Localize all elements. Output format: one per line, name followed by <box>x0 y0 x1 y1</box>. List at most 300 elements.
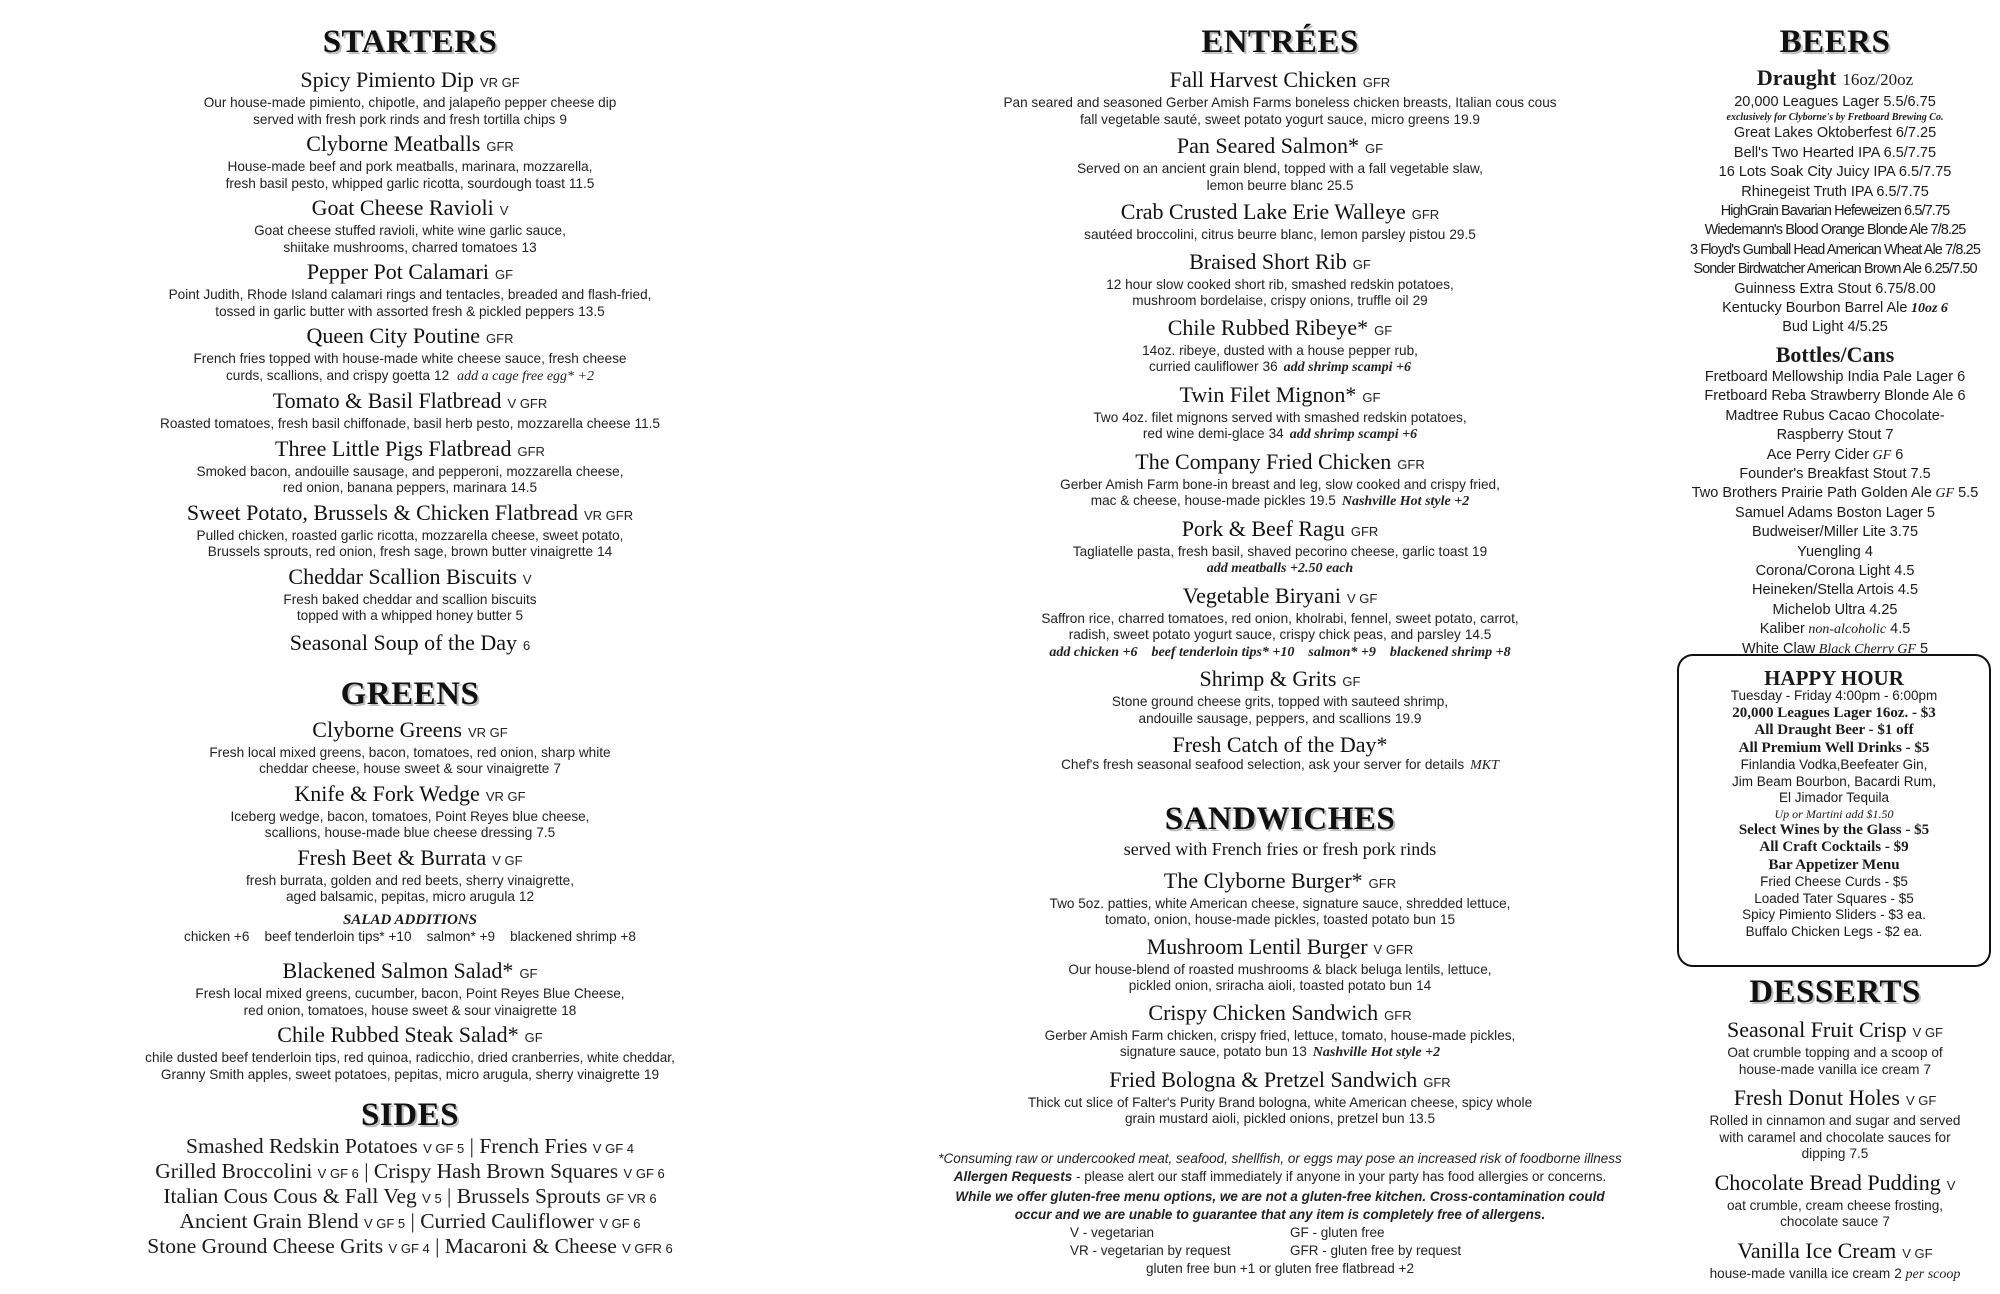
beer-item <box>1670 241 2000 260</box>
beer-item <box>1670 504 2000 523</box>
item-name: The Clyborne Burger* <box>1163 867 1363 893</box>
beer-name: Fretboard Mellowship India Pale Lager 6 <box>1704 368 1966 385</box>
item-description: red onion, tomatoes, house sweet & sour vinaigrette <box>243 1002 558 1018</box>
item-addon: add shrimp scampi +6 <box>1283 360 1412 375</box>
menu-item <box>80 196 740 256</box>
menu-item <box>880 134 1680 194</box>
item-description: Fresh local mixed greens, cucumber, bacon, Point Reyes Blue Cheese, <box>195 986 625 1001</box>
item-description: Fresh local mixed greens, bacon, tomatoes, red onion, sharp white <box>209 744 611 760</box>
gluten-warning: While we offer gluten-free menu options, we are not a gluten-free kitchen. Cross-contamination could <box>955 1188 1605 1204</box>
draught-sizes: 16oz/20oz <box>1842 70 1914 89</box>
item-description: Served on an ancient grain blend, topped with a fall vegetable slaw, <box>1077 161 1483 176</box>
item-price: 7 <box>1923 1061 1932 1077</box>
item-description: chocolate sauce <box>1780 1214 1879 1229</box>
item-name: Seasonal Soup of the Day <box>289 629 518 655</box>
diet-tags: VR GFR <box>583 507 634 523</box>
item-description: fall vegetable sauté, sweet potato yogurt sauce, micro greens <box>1080 111 1450 127</box>
item-name: Pan Seared Salmon* <box>1176 133 1360 158</box>
beer-name: Fretboard Reba Strawberry Blonde Ale 6 <box>1704 388 1966 405</box>
hh-special: All Draught Beer - $1 off <box>1754 722 1914 738</box>
side-tags: V GF 4 <box>388 1241 430 1256</box>
item-description: lemon beurre blanc <box>1206 177 1323 193</box>
item-description: cheddar cheese, house sweet & sour vinaigrette <box>259 761 550 776</box>
sandwiches-title: SANDWICHES <box>1164 800 1396 837</box>
item-description: aged balsamic, pepitas, micro arugula <box>285 889 515 904</box>
diet-tags: GFR <box>1423 1074 1451 1090</box>
menu-item <box>80 501 740 561</box>
item-description: Stone ground cheese grits, topped with sauteed shrimp, <box>1111 694 1449 709</box>
menu-item <box>80 565 740 625</box>
item-description: served with fresh pork rinds and fresh tortilla chips <box>253 111 556 127</box>
salad-additions-title: SALAD ADDITIONS <box>342 911 478 928</box>
diet-tags: GF <box>1362 389 1381 405</box>
beer-item <box>1670 601 2000 620</box>
item-price: 14 <box>1416 978 1432 993</box>
legend-gf-bun: gluten free bun +1 or gluten free flatbread +2 <box>1146 1260 1414 1276</box>
beer-name: Samuel Adams Boston Lager 5 <box>1735 504 1935 521</box>
beer-name: 3 Floyd's Gumball Head American Wheat Ale 7/8.25 <box>1689 241 1981 258</box>
diet-tags: V <box>1946 1177 1956 1193</box>
beer-item <box>1670 163 2000 182</box>
diet-tags: V <box>522 571 532 587</box>
diet-tags: V GF <box>492 852 523 868</box>
diet-tags: VR GF <box>485 788 526 804</box>
item-description: Pulled chicken, roasted garlic ricotta, mozzarella cheese, sweet potato, <box>196 527 624 543</box>
item-description: fresh basil pesto, whipped garlic ricotta, sourdough toast <box>225 175 565 191</box>
item-description: topped with a whipped honey butter <box>296 608 512 623</box>
item-price: 19.5 <box>1309 493 1336 508</box>
item-name: Tomato & Basil Flatbread <box>272 388 502 413</box>
item-name: Clyborne Meatballs <box>306 131 481 156</box>
item-price: 14.5 <box>510 480 538 495</box>
beer-name: exclusively for Clyborne's by Fretboard Brewing Co. <box>1726 112 1944 124</box>
side-name: Curried Cauliflower <box>420 1209 594 1233</box>
diet-tags: GFR <box>486 139 514 154</box>
item-price: 11.5 <box>634 416 660 431</box>
diet-tags: GF <box>519 966 538 981</box>
hh-detail: El Jimador Tequila <box>1778 790 1890 805</box>
item-description: Our house-made pimiento, chipotle, and jalapeño pepper cheese dip <box>203 95 617 110</box>
hh-appetizer: Spicy Pimiento Sliders - $3 ea. <box>1742 907 1926 922</box>
item-description: 12 hour slow cooked short rib, smashed redskin potatoes, <box>1106 276 1454 292</box>
item-name: Shrimp & Grits <box>1199 666 1337 691</box>
beer-item <box>1670 523 2000 542</box>
hh-appetizer-title: Bar Appetizer Menu <box>1768 856 1900 873</box>
diet-tags: GF <box>1374 322 1393 338</box>
legend-row <box>880 1224 1680 1242</box>
beer-name: Ace Perry Cider <box>1766 446 1870 463</box>
item-price: 9 <box>559 111 567 127</box>
allergen-text: - please alert our staff immediately if anyone in your party has food allergies or concerns. <box>1072 1168 1607 1184</box>
item-name: Twin Filet Mignon* <box>1179 381 1357 407</box>
beer-name: Raspberry Stout 7 <box>1776 427 1894 444</box>
item-description: red onion, banana peppers, marinara <box>282 480 507 495</box>
hh-appetizer: Fried Cheese Curds - $5 <box>1760 874 1908 889</box>
beer-price: 5 <box>1915 640 1929 657</box>
sides-row: Stone Ground Cheese Grits V GF 4 | Macaroni & Cheese V GFR 6 <box>147 1234 673 1258</box>
item-price: 2 <box>1894 1265 1902 1281</box>
menu-item <box>80 324 740 385</box>
legend-row <box>880 1242 1680 1260</box>
item-name: Fresh Catch of the Day* <box>1172 732 1388 757</box>
item-description: Saffron rice, charred tomatoes, red onion, kholrabi, fennel, sweet potato, carrot, <box>1041 610 1519 626</box>
item-name: Braised Short Rib <box>1189 248 1347 274</box>
item-description: radish, sweet potato yogurt sauce, crispy chick peas, and parsley <box>1068 627 1461 642</box>
item-name: Fresh Donut Holes <box>1733 1085 1900 1110</box>
side-tags: V GF 6 <box>317 1166 359 1181</box>
beer-price: 6 <box>1891 446 1904 463</box>
diet-tags: GF <box>524 1030 543 1045</box>
item-addon: Nashville Hot style +2 <box>1312 1045 1441 1060</box>
item-description: Tagliatelle pasta, fresh basil, shaved pecorino cheese, garlic toast <box>1072 543 1469 559</box>
beer-name: Great Lakes Oktoberfest 6/7.25 <box>1733 125 1937 142</box>
beer-item <box>1670 318 2000 337</box>
item-price: 11.5 <box>568 175 595 191</box>
diet-tags: GFR <box>1368 875 1397 891</box>
diet-tags: VR GF <box>467 724 508 740</box>
menu-item <box>880 584 1680 662</box>
menu-item <box>80 260 740 320</box>
draught-title: Draught <box>1756 65 1837 90</box>
menu-item <box>80 631 740 658</box>
item-description: Goat cheese stuffed ravioli, white wine garlic sauce, <box>254 223 566 238</box>
item-description: Brussels sprouts, red onion, fresh sage, brown butter vinaigrette <box>207 544 594 559</box>
item-name: Blackened Salmon Salad* <box>282 958 514 983</box>
menu-item <box>80 389 740 433</box>
beer-name: Kaliber <box>1759 621 1805 638</box>
item-description: Gerber Amish Farm chicken, crispy fried, lettuce, tomato, house-made pickles, <box>1044 1027 1516 1043</box>
item-name: Fried Bologna & Pretzel Sandwich <box>1109 1066 1418 1092</box>
diet-tags: V GF <box>1905 1093 1937 1108</box>
item-name: Crab Crusted Lake Erie Walleye <box>1120 199 1406 224</box>
bottles-title: Bottles/Cans <box>1775 341 1895 367</box>
item-name: Chocolate Bread Pudding <box>1714 1169 1941 1195</box>
menu-item <box>80 959 740 1019</box>
beer-name: White Claw <box>1741 640 1816 657</box>
item-name: Cheddar Scallion Biscuits <box>288 563 517 589</box>
diet-tags: GFR <box>1350 523 1379 539</box>
item-description: Oat crumble topping and a scoop of <box>1727 1045 1943 1060</box>
item-description: Our house-blend of roasted mushrooms & black beluga lentils, lettuce, <box>1068 961 1492 977</box>
item-price: 6 <box>523 637 531 653</box>
beer-item <box>1670 299 2000 318</box>
item-description: house-made vanilla ice cream <box>1738 1061 1920 1077</box>
bottles-list <box>1670 368 2000 659</box>
item-price: 19 <box>1472 543 1488 559</box>
diet-tags: GF <box>1365 141 1384 156</box>
item-description: shiitake mushrooms, charred tomatoes <box>283 239 518 255</box>
item-description: sautéed broccolini, citrus beurre blanc, lemon parsley pistou <box>1084 227 1446 242</box>
item-price: 13 <box>1291 1044 1307 1059</box>
beer-item <box>1670 93 2000 112</box>
diet-tags: GFR <box>1397 456 1425 472</box>
menu-item <box>880 667 1680 727</box>
diet-tags: GFR <box>517 443 545 459</box>
beer-item <box>1670 426 2000 445</box>
item-description: Thick cut slice of Falter's Purity Brand bologna, white American cheese, spicy whole <box>1027 1094 1533 1110</box>
side-name: Macaroni & Cheese <box>444 1234 617 1258</box>
desserts-title: DESSERTS <box>1749 974 1921 1010</box>
menu-item <box>880 869 1680 929</box>
item-description: Two 4oz. filet mignons served with smashed redskin potatoes, <box>1093 409 1467 425</box>
item-price: 15 <box>1439 912 1456 927</box>
item-name: Seasonal Fruit Crisp <box>1726 1017 1907 1042</box>
item-description: Point Judith, Rhode Island calamari rings and tentacles, breaded and flash-fried, <box>168 287 652 302</box>
item-name: Pork & Beef Ragu <box>1181 515 1345 541</box>
diet-tags: GF <box>495 267 514 282</box>
item-price: 13.5 <box>578 303 605 319</box>
item-description: Fresh baked cheddar and scallion biscuits <box>283 591 537 607</box>
side-tags: V 5 <box>422 1191 442 1206</box>
menu-item <box>80 437 740 497</box>
legend-v: V - vegetarian <box>1070 1224 1155 1240</box>
item-name: Crispy Chicken Sandwich <box>1148 999 1379 1025</box>
item-price: 5 <box>515 608 524 623</box>
beer-name: Rhinegeist Truth IPA 6.5/7.75 <box>1741 183 1929 200</box>
item-name: Vegetable Biryani <box>1182 582 1341 608</box>
side-name: Grilled Broccolini <box>155 1159 313 1183</box>
draught-list <box>1670 93 2000 338</box>
side-name: Ancient Grain Blend <box>179 1209 359 1233</box>
item-description: andouille sausage, peppers, and scallions <box>1138 710 1391 726</box>
hh-appetizer: Buffalo Chicken Legs - $2 ea. <box>1745 923 1923 939</box>
diet-tags: VR GF <box>479 75 520 90</box>
item-description: Iceberg wedge, bacon, tomatoes, Point Reyes blue cheese, <box>230 808 590 824</box>
diet-tags: GFR <box>486 331 514 346</box>
diet-tags: V <box>499 203 509 218</box>
beer-name: Guinness Extra Stout 6.75/8.00 <box>1734 280 1936 297</box>
beer-item <box>1670 368 2000 387</box>
item-description: 14oz. ribeye, dusted with a house pepper rub, <box>1142 342 1418 358</box>
item-description: Granny Smith apples, sweet potatoes, pepitas, micro arugula, sherry vinaigrette <box>160 1066 640 1082</box>
item-addon: add meatballs +2.50 each <box>1206 561 1354 576</box>
item-description: French fries topped with house-made white cheese sauce, fresh cheese <box>193 351 627 366</box>
beer-item <box>1670 183 2000 202</box>
sides-row: Grilled Broccolini V GF 6 | Crispy Hash Brown Squares V GF 6 <box>155 1159 665 1183</box>
item-price: 12 <box>434 367 450 383</box>
allergen-label: Allergen Requests <box>953 1168 1073 1184</box>
item-name: Sweet Potato, Brussels & Chicken Flatbread <box>186 499 578 525</box>
item-description: Chef's fresh seasonal seafood selection, ask your server for details <box>1061 757 1465 772</box>
legend-gfr: GFR - gluten free by request <box>1290 1242 1462 1258</box>
item-description: dipping <box>1801 1146 1846 1161</box>
menu-item <box>80 132 740 192</box>
item-name: Mushroom Lentil Burger <box>1146 933 1368 959</box>
hh-detail: Finlandia Vodka,Beefeater Gin, <box>1740 757 1928 772</box>
beer-price: 4.5 <box>1886 621 1911 638</box>
right-column <box>1670 0 2000 659</box>
side-tags: V GF 5 <box>423 1141 465 1156</box>
diet-tags: V GF <box>1902 1245 1933 1261</box>
legend-vr: VR - vegetarian by request <box>1070 1242 1231 1258</box>
item-name: Goat Cheese Ravioli <box>311 195 494 220</box>
happy-hour-title: HAPPY HOUR <box>1764 666 1904 690</box>
sides-row: Smashed Redskin Potatoes V GF 5 | French Fries V GF 4 <box>186 1134 634 1158</box>
side-name: Crispy Hash Brown Squares <box>373 1159 619 1183</box>
item-price: 19 <box>643 1066 660 1082</box>
item-price: 7 <box>553 761 561 776</box>
side-name: Brussels Sprouts <box>456 1184 601 1208</box>
menu-item <box>880 68 1680 128</box>
side-tags: GF VR 6 <box>606 1191 657 1206</box>
greens-title: GREENS <box>340 675 480 712</box>
item-price: 29 <box>1412 293 1428 308</box>
item-name: Queen City Poutine <box>306 323 481 348</box>
beer-name: 16 Lots Soak City Juicy IPA 6.5/7.75 <box>1718 164 1952 181</box>
side-name: French Fries <box>479 1134 588 1158</box>
middle-column <box>880 0 1680 1278</box>
desserts-section <box>1670 974 2000 1283</box>
item-price: 7 <box>1882 1214 1890 1229</box>
beer-name: Founder's Breakfast Stout 7.5 <box>1739 465 1931 482</box>
side-tags: V GF 6 <box>623 1166 665 1181</box>
menu-item <box>880 450 1680 511</box>
beer-name: Michelob Ultra 4.25 <box>1772 601 1898 618</box>
side-name: Smashed Redskin Potatoes <box>186 1134 418 1158</box>
menu-item <box>880 1068 1680 1128</box>
side-tags: V GF 6 <box>599 1216 641 1231</box>
item-description: mushroom bordelaise, crispy onions, truffle oil <box>1132 293 1409 308</box>
beer-item <box>1670 124 2000 143</box>
beer-item <box>1670 620 2000 639</box>
item-name: Clyborne Greens <box>312 716 462 742</box>
item-name: Pepper Pot Calamari <box>306 259 489 284</box>
menu-item <box>1670 1018 2000 1078</box>
item-description: house-made vanilla ice cream <box>1709 1265 1891 1281</box>
legend-gf: GF - gluten free <box>1290 1224 1385 1240</box>
item-name: Fall Harvest Chicken <box>1169 67 1357 92</box>
diet-tags: GF <box>1352 256 1371 272</box>
diet-tags: V GFR <box>507 396 548 411</box>
diet-tags: V GF <box>1346 590 1378 606</box>
beer-item <box>1670 221 2000 240</box>
beer-item <box>1670 581 2000 600</box>
item-price: 19.9 <box>1394 710 1422 726</box>
menu-item <box>80 1023 740 1083</box>
item-name: Chile Rubbed Ribeye* <box>1167 314 1369 340</box>
menu-item <box>880 1001 1680 1062</box>
beer-item <box>1670 407 2000 426</box>
item-description: tossed in garlic butter with assorted fresh & pickled peppers <box>215 303 575 319</box>
hh-note: Up or Martini add $1.50 <box>1774 806 1894 821</box>
price-unit: per scoop <box>1905 1266 1961 1282</box>
entrees-title: ENTRÉES <box>1201 24 1359 60</box>
diet-tags: GFR <box>1411 207 1440 222</box>
beer-name: Two Brothers Prairie Path Golden Ale <box>1691 485 1932 502</box>
hh-special: All Premium Well Drinks - $5 <box>1738 739 1930 756</box>
beer-name: Corona/Corona Light 4.5 <box>1755 562 1915 579</box>
hh-special: All Craft Cocktails - $9 <box>1759 839 1909 855</box>
item-description: red wine demi-glace <box>1142 426 1265 441</box>
beer-item <box>1670 202 2000 221</box>
item-price: 34 <box>1268 426 1284 441</box>
diet-tags: V GFR <box>1373 941 1414 957</box>
beer-detail: GF <box>1869 447 1892 463</box>
item-price: MKT <box>1470 758 1499 773</box>
item-description: mac & cheese, house-made pickles <box>1090 493 1306 508</box>
beer-name: Yuengling 4 <box>1797 543 1873 560</box>
item-description: scallions, house-made blue cheese dressing <box>264 825 533 840</box>
beer-detail: 10oz 6 <box>1907 301 1948 317</box>
hh-appetizer: Loaded Tater Squares - $5 <box>1754 890 1914 906</box>
hh-special: 20,000 Leagues Lager 16oz. - $3 <box>1732 704 1936 721</box>
item-description: oat crumble, cream cheese frosting, <box>1726 1197 1944 1213</box>
menu-item <box>880 250 1680 310</box>
beer-item <box>1670 465 2000 484</box>
item-description: fresh burrata, golden and red beets, sherry vinaigrette, <box>246 872 574 888</box>
side-tags: V GFR 6 <box>622 1241 673 1256</box>
item-name: Three Little Pigs Flatbread <box>275 435 512 461</box>
beer-name: Heineken/Stella Artois 4.5 <box>1751 582 1919 599</box>
starters-title: STARTERS <box>322 24 498 60</box>
item-addon: add chicken +6 beef tenderloin tips* +10 salmon* +9 blackened shrimp +8 <box>1049 644 1511 660</box>
menu-item <box>880 316 1680 377</box>
menu-item <box>880 935 1680 995</box>
beer-item <box>1670 562 2000 581</box>
beer-name: Kentucky Bourbon Barrel Ale <box>1722 300 1908 317</box>
beer-item <box>1670 260 2000 279</box>
item-price: 19.9 <box>1453 111 1480 127</box>
menu-item <box>1670 1086 2000 1163</box>
left-column <box>80 0 740 1260</box>
menu-item <box>880 517 1680 578</box>
beer-name: HighGrain Bavarian Hefeweizen 6.5/7.75 <box>1720 203 1950 220</box>
beer-item <box>1670 543 2000 562</box>
item-description: House-made beef and pork meatballs, marinara, mozzarella, <box>227 159 593 174</box>
beer-name: Madtree Rubus Cacao Chocolate- <box>1725 407 1945 424</box>
item-name: Chile Rubbed Steak Salad* <box>277 1022 519 1047</box>
beer-name: Budweiser/Miller Lite 3.75 <box>1751 524 1919 541</box>
gluten-warning: occur and we are unable to guarantee that any item is completely free of allergens. <box>1014 1206 1546 1222</box>
item-name: Knife & Fork Wedge <box>294 780 480 806</box>
menu-item <box>80 846 740 906</box>
footer-notes <box>880 1150 1680 1278</box>
item-addon: Nashville Hot style +2 <box>1341 494 1470 509</box>
item-price: 13 <box>521 239 537 255</box>
item-description: curried cauliflower <box>1148 359 1259 374</box>
item-description: signature sauce, potato bun <box>1119 1044 1288 1059</box>
happy-hour-hours: Tuesday - Friday 4:00pm - 6:00pm <box>1730 688 1938 703</box>
item-description: Gerber Amish Farm bone-in breast and leg, slow cooked and crispy fried, <box>1060 476 1500 492</box>
item-price: 18 <box>561 1002 577 1018</box>
beer-price: 5.5 <box>1954 485 1979 502</box>
beer-item <box>1670 387 2000 406</box>
sides-title: SIDES <box>361 1097 459 1133</box>
beer-item <box>1670 484 2000 503</box>
menu-item <box>1670 1171 2000 1231</box>
item-description: Two 5oz. patties, white American cheese, signature sauce, shredded lettuce, <box>1049 895 1511 911</box>
menu-item <box>1670 1239 2000 1284</box>
item-price: 12 <box>518 889 535 904</box>
item-addon: add shrimp scampi +6 <box>1289 427 1418 442</box>
happy-hour-box <box>1677 654 1991 967</box>
item-description: Roasted tomatoes, fresh basil chiffonade, basil herb pesto, mozzarella cheese <box>160 416 631 431</box>
item-description: Rolled in cinnamon and sugar and served <box>1709 1113 1961 1128</box>
side-name: Italian Cous Cous & Fall Veg <box>163 1184 417 1208</box>
item-price: 14.5 <box>1464 627 1492 642</box>
item-price: 29.5 <box>1449 227 1476 242</box>
salad-additions: chicken +6 beef tenderloin tips* +10 salmon* +9 blackened shrimp +8 <box>184 928 636 944</box>
item-description: with caramel and chocolate sauces for <box>1719 1129 1951 1145</box>
beer-item <box>1670 446 2000 465</box>
hh-detail: Jim Beam Bourbon, Bacardi Rum, <box>1731 773 1937 789</box>
item-name: Vanilla Ice Cream <box>1737 1237 1897 1263</box>
item-description: pickled onion, sriracha aioli, toasted potato bun <box>1128 978 1413 993</box>
item-description: tomato, onion, house-made pickles, toasted potato bun <box>1104 912 1436 927</box>
item-price: 7.5 <box>1849 1146 1869 1161</box>
item-price: 36 <box>1262 359 1278 374</box>
item-name: Fresh Beet & Burrata <box>297 844 487 870</box>
